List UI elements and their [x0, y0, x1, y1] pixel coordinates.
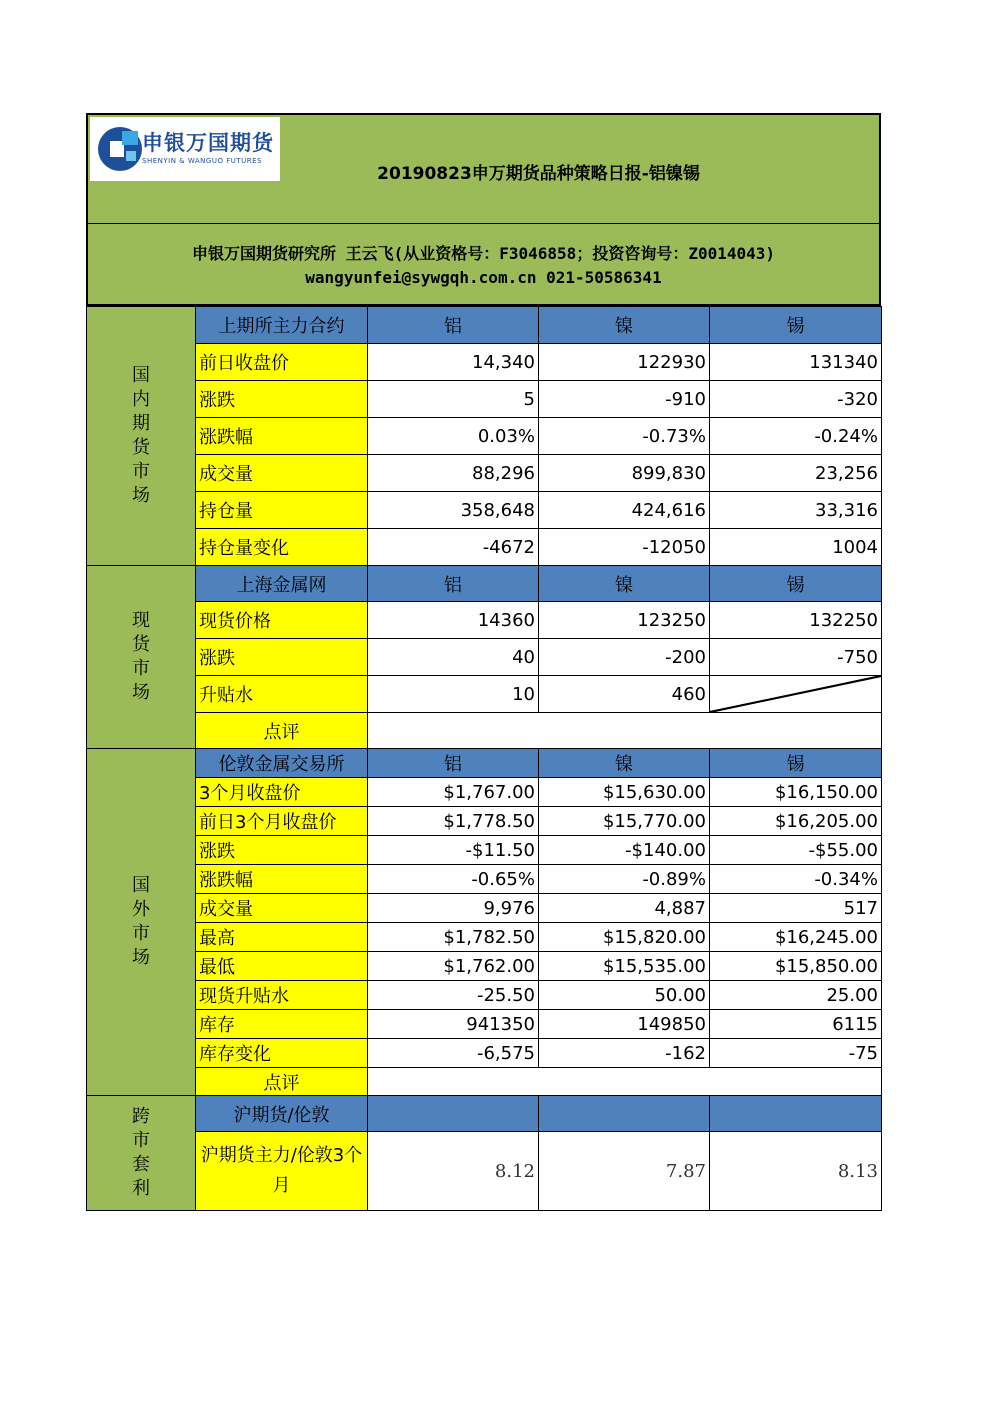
spot-row: [87, 602, 882, 639]
foreign-value-cell: $15,850.00: [710, 952, 882, 981]
spot-empty-cell: [710, 676, 882, 713]
author-line: 申银万国期货研究所 王云飞(从业资格号：F3046858；投资咨询号：Z0014043): [191, 244, 776, 263]
domestic-row-label: 涨跌幅: [196, 418, 368, 455]
foreign-value-cell: $16,205.00: [710, 807, 882, 836]
foreign-value-cell: -0.89%: [539, 865, 710, 894]
foreign-value-cell: -162: [539, 1039, 710, 1068]
foreign-value-cell: 517: [710, 894, 882, 923]
arb-row-label: 沪期货主力/伦敦3个月: [196, 1132, 368, 1211]
foreign-row: [87, 836, 882, 865]
foreign-value-cell: -$11.50: [368, 836, 539, 865]
spot-comment-cell: [368, 713, 882, 749]
foreign-value-cell: $15,770.00: [539, 807, 710, 836]
arb-value-cell: 8.12: [368, 1132, 539, 1211]
domestic-value-cell: 33,316: [710, 492, 882, 529]
domestic-value-cell: 0.03%: [368, 418, 539, 455]
domestic-row: [87, 344, 882, 381]
report-sheet: [86, 113, 881, 1211]
arb-metal-header: [710, 1096, 882, 1132]
domestic-value-cell: 131340: [710, 344, 882, 381]
foreign-value-cell: -6,575: [368, 1039, 539, 1068]
foreign-value-cell: $1,762.00: [368, 952, 539, 981]
spot-value-cell: 14360: [368, 602, 539, 639]
foreign-value-cell: -25.50: [368, 981, 539, 1010]
foreign-value-cell: 50.00: [539, 981, 710, 1010]
arb-row: [87, 1132, 882, 1211]
foreign-value-cell: -0.34%: [710, 865, 882, 894]
spot-value-cell: -750: [710, 639, 882, 676]
domestic-value-cell: -0.73%: [539, 418, 710, 455]
foreign-row: [87, 807, 882, 836]
foreign-comment-row: [87, 1068, 882, 1096]
foreign-row: [87, 1039, 882, 1068]
foreign-row: [87, 981, 882, 1010]
title-block: [88, 115, 879, 224]
foreign-value-cell: $15,820.00: [539, 923, 710, 952]
spot-metal-header: 锡: [710, 566, 882, 602]
foreign-value-cell: 4,887: [539, 894, 710, 923]
domestic-value-cell: 899,830: [539, 455, 710, 492]
foreign-value-cell: -75: [710, 1039, 882, 1068]
domestic-row-label: 前日收盘价: [196, 344, 368, 381]
foreign-value-cell: 941350: [368, 1010, 539, 1039]
domestic-value-cell: -0.24%: [710, 418, 882, 455]
spot-value-cell: 460: [539, 676, 710, 713]
foreign-row-label: 最低: [196, 952, 368, 981]
domestic-value-cell: 1004: [710, 529, 882, 566]
foreign-row: [87, 1010, 882, 1039]
spot-row: [87, 639, 882, 676]
domestic-value-cell: -12050: [539, 529, 710, 566]
domestic-section-label: 国 内 期 货 市 场: [87, 307, 196, 566]
spot-comment-label: 点评: [196, 713, 368, 749]
spot-metal-header: 铝: [368, 566, 539, 602]
spot-comment-row: [87, 713, 882, 749]
domestic-value-cell: 122930: [539, 344, 710, 381]
foreign-row-label: 3个月收盘价: [196, 778, 368, 807]
domestic-row: [87, 418, 882, 455]
spot-row-label: 涨跌: [196, 639, 368, 676]
arb-source-header: 沪期货/伦敦: [196, 1096, 368, 1132]
logo-name: 申银万国期货: [142, 131, 274, 155]
arb-value-cell: 8.13: [710, 1132, 882, 1211]
foreign-value-cell: -$140.00: [539, 836, 710, 865]
spot-section-label: 现 货 市 场: [87, 566, 196, 749]
foreign-row-label: 库存变化: [196, 1039, 368, 1068]
domestic-value-cell: 5: [368, 381, 539, 418]
spot-row-label: 现货价格: [196, 602, 368, 639]
foreign-row-label: 涨跌: [196, 836, 368, 865]
spot-header-row: [87, 566, 882, 602]
arb-section-label: 跨 市 套 利: [87, 1096, 196, 1211]
logo-mark-icon: [96, 125, 144, 173]
foreign-value-cell: $16,150.00: [710, 778, 882, 807]
spot-value-cell: 10: [368, 676, 539, 713]
foreign-row: [87, 778, 882, 807]
domestic-value-cell: 23,256: [710, 455, 882, 492]
spot-metal-header: 镍: [539, 566, 710, 602]
foreign-value-cell: 25.00: [710, 981, 882, 1010]
domestic-row-label: 持仓量变化: [196, 529, 368, 566]
foreign-metal-header: 锡: [710, 749, 882, 778]
foreign-metal-header: 铝: [368, 749, 539, 778]
data-table: [86, 306, 882, 1211]
report-header: [86, 113, 881, 306]
foreign-row: [87, 894, 882, 923]
foreign-section-label: 国 外 市 场: [87, 749, 196, 1096]
foreign-row: [87, 923, 882, 952]
foreign-row-label: 现货升贴水: [196, 981, 368, 1010]
foreign-value-cell: $1,767.00: [368, 778, 539, 807]
domestic-metal-header: 锡: [710, 307, 882, 344]
foreign-value-cell: $15,535.00: [539, 952, 710, 981]
spot-source-header: 上海金属网: [196, 566, 368, 602]
domestic-value-cell: 88,296: [368, 455, 539, 492]
foreign-comment-label: 点评: [196, 1068, 368, 1096]
foreign-value-cell: -$55.00: [710, 836, 882, 865]
domestic-value-cell: 14,340: [368, 344, 539, 381]
author-block: [88, 224, 879, 304]
domestic-value-cell: -4672: [368, 529, 539, 566]
foreign-value-cell: $15,630.00: [539, 778, 710, 807]
foreign-header-row: [87, 749, 882, 778]
domestic-value-cell: -320: [710, 381, 882, 418]
domestic-row-label: 涨跌: [196, 381, 368, 418]
foreign-row-label: 库存: [196, 1010, 368, 1039]
foreign-metal-header: 镍: [539, 749, 710, 778]
contact-line: wangyunfei@sywgqh.com.cn 021-50586341: [305, 268, 662, 287]
arb-metal-header: [539, 1096, 710, 1132]
domestic-metal-header: 镍: [539, 307, 710, 344]
spot-row-label: 升贴水: [196, 676, 368, 713]
arb-value-cell: 7.87: [539, 1132, 710, 1211]
spot-value-cell: 40: [368, 639, 539, 676]
domestic-row-label: 持仓量: [196, 492, 368, 529]
foreign-value-cell: 149850: [539, 1010, 710, 1039]
domestic-metal-header: 铝: [368, 307, 539, 344]
spot-value-cell: -200: [539, 639, 710, 676]
foreign-row-label: 前日3个月收盘价: [196, 807, 368, 836]
domestic-value-cell: 358,648: [368, 492, 539, 529]
domestic-row: [87, 455, 882, 492]
foreign-comment-cell: [368, 1068, 882, 1096]
foreign-source-header: 伦敦金属交易所: [196, 749, 368, 778]
foreign-value-cell: 6115: [710, 1010, 882, 1039]
foreign-row-label: 涨跌幅: [196, 865, 368, 894]
logo-subtitle: SHENYIN & WANGUO FUTURES: [142, 157, 262, 165]
foreign-value-cell: -0.65%: [368, 865, 539, 894]
foreign-row-label: 最高: [196, 923, 368, 952]
foreign-row: [87, 865, 882, 894]
spot-row: [87, 676, 882, 713]
foreign-value-cell: 9,976: [368, 894, 539, 923]
foreign-row-label: 成交量: [196, 894, 368, 923]
domestic-row: [87, 529, 882, 566]
page-title: 20190823申万期货品种策略日报-铝镍锡: [377, 164, 700, 184]
domestic-row: [87, 381, 882, 418]
foreign-row: [87, 952, 882, 981]
domestic-row: [87, 492, 882, 529]
domestic-source-header: 上期所主力合约: [196, 307, 368, 344]
foreign-value-cell: $1,778.50: [368, 807, 539, 836]
arb-header-row: [87, 1096, 882, 1132]
arb-metal-header: [368, 1096, 539, 1132]
foreign-value-cell: $16,245.00: [710, 923, 882, 952]
domestic-row-label: 成交量: [196, 455, 368, 492]
spot-value-cell: 132250: [710, 602, 882, 639]
domestic-value-cell: -910: [539, 381, 710, 418]
domestic-value-cell: 424,616: [539, 492, 710, 529]
spot-value-cell: 123250: [539, 602, 710, 639]
domestic-header-row: [87, 307, 882, 344]
foreign-value-cell: $1,782.50: [368, 923, 539, 952]
